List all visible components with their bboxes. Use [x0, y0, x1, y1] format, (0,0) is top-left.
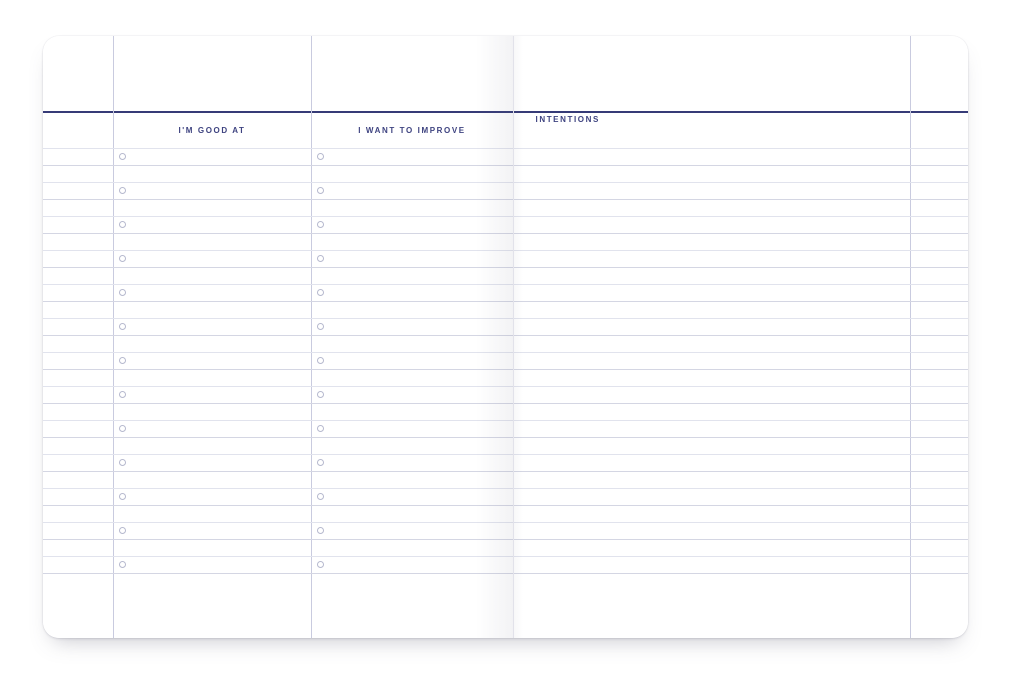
rule-line — [43, 403, 514, 404]
rule-line — [514, 216, 969, 217]
rule-line — [43, 182, 514, 183]
rule-line — [43, 505, 514, 506]
right-page-header-band — [514, 36, 969, 113]
rule-line — [514, 522, 969, 523]
checkbox-circle — [119, 323, 126, 330]
checkbox-circle — [119, 289, 126, 296]
rule-line — [514, 301, 969, 302]
checkbox-circle — [317, 187, 324, 194]
rule-line — [514, 471, 969, 472]
rule-line — [43, 522, 514, 523]
column-header-improve: I WANT TO IMPROVE — [358, 126, 466, 135]
rule-line — [514, 148, 969, 149]
checkbox-circle — [317, 391, 324, 398]
rule-line — [43, 420, 514, 421]
rule-line — [43, 267, 514, 268]
rule-line — [514, 505, 969, 506]
checkbox-circle — [119, 357, 126, 364]
checkbox-circle — [119, 493, 126, 500]
rule-line — [514, 420, 969, 421]
rule-line — [514, 335, 969, 336]
rule-line — [43, 165, 514, 166]
rule-line — [514, 352, 969, 353]
rule-line — [514, 573, 969, 574]
checkbox-circle — [119, 561, 126, 568]
checkbox-circle — [119, 459, 126, 466]
page-title-intentions: INTENTIONS — [535, 115, 600, 124]
rule-line — [514, 369, 969, 370]
checkbox-circle — [317, 425, 324, 432]
rule-line — [43, 539, 514, 540]
rule-line — [43, 250, 514, 251]
checkbox-circle — [317, 527, 324, 534]
rule-line — [514, 165, 969, 166]
checkbox-circle — [119, 391, 126, 398]
rule-line — [43, 386, 514, 387]
rule-line — [514, 233, 969, 234]
rule-line — [43, 284, 514, 285]
checkbox-circle — [317, 289, 324, 296]
rule-line — [514, 539, 969, 540]
checkbox-circle — [317, 153, 324, 160]
checkbox-circle — [317, 357, 324, 364]
right-margin-line — [910, 36, 911, 638]
rule-line — [43, 573, 514, 574]
checkbox-circle — [119, 425, 126, 432]
rule-line — [514, 250, 969, 251]
rule-line — [43, 437, 514, 438]
rule-line — [43, 556, 514, 557]
left-page — [43, 36, 514, 638]
rule-line — [514, 488, 969, 489]
rule-line — [43, 352, 514, 353]
rule-line — [43, 233, 514, 234]
checkbox-circle — [119, 255, 126, 262]
rule-line — [43, 454, 514, 455]
checkbox-circle — [119, 187, 126, 194]
rule-line — [514, 437, 969, 438]
rule-line — [514, 284, 969, 285]
checkbox-circle — [317, 323, 324, 330]
rule-line — [514, 454, 969, 455]
notebook-spread — [43, 36, 968, 638]
rule-line — [514, 318, 969, 319]
checkbox-circle — [119, 527, 126, 534]
rule-line — [43, 301, 514, 302]
checkbox-circle — [317, 459, 324, 466]
rule-line — [43, 318, 514, 319]
column-header-good-at: I'M GOOD AT — [178, 126, 246, 135]
checkbox-circle — [317, 493, 324, 500]
rule-line — [43, 335, 514, 336]
rule-line — [514, 199, 969, 200]
rule-line — [43, 148, 514, 149]
checkbox-circle — [317, 561, 324, 568]
rule-line — [43, 369, 514, 370]
rule-line — [514, 556, 969, 557]
rule-line — [43, 471, 514, 472]
gutter-shadow — [514, 36, 523, 638]
rule-line — [514, 267, 969, 268]
right-page — [514, 36, 969, 638]
checkbox-circle — [317, 221, 324, 228]
checkbox-circle — [317, 255, 324, 262]
checkbox-circle — [119, 221, 126, 228]
rule-line — [514, 386, 969, 387]
rule-line — [514, 403, 969, 404]
rule-line — [43, 199, 514, 200]
rule-line — [43, 216, 514, 217]
rule-line — [514, 182, 969, 183]
checkbox-circle — [119, 153, 126, 160]
rule-line — [43, 488, 514, 489]
